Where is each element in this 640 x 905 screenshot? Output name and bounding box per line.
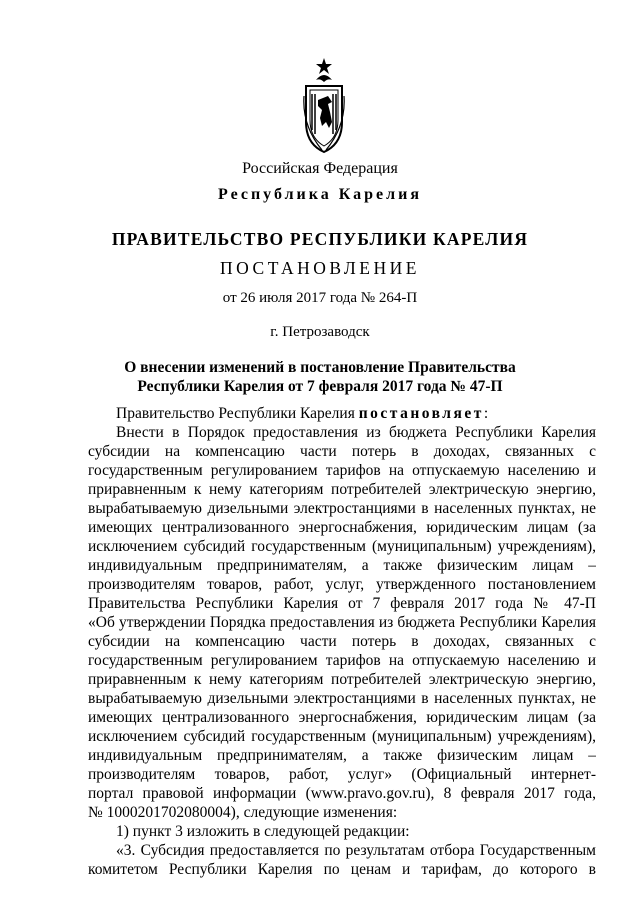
karelia-coat-of-arms-icon (302, 56, 346, 154)
intro-spaced-word: постановляет (358, 405, 484, 422)
body-line: Внести в Порядок предоставления из бюджета Республики Карелия (116, 424, 596, 441)
body-line: исключением субсидий государственным (муниципальным) учреждениям), (88, 538, 596, 555)
body-line: государственным регулированием тарифов на отпускаемую населению и (88, 462, 596, 479)
body-line: приравненным к нему категориям потребителей электрическую энергию, (88, 481, 596, 498)
body-line: производителям товаров, работ, услуг» (Официальный интернет- (88, 766, 596, 783)
body-line: исключением субсидий государственным (муниципальным) учреждениям), (88, 728, 596, 745)
body-line: «Об утверждении Порядка предоставления из бюджета Республики Карелия (88, 614, 596, 631)
body-line: комитетом Республики Карелия по ценам и тарифам, до которого в (88, 861, 596, 878)
intro-suffix: : (483, 405, 489, 422)
document-subject (0, 358, 640, 396)
intro-paragraph (88, 404, 596, 423)
body-line: субсидии на компенсацию части потерь в доходах, связанных с (88, 633, 596, 650)
document-type: ПОСТАНОВЛЕНИЕ (220, 258, 420, 278)
body-line: производителям товаров, работ, услуг, утвержденного постановлением (88, 576, 596, 593)
body-line: имеющих централизованного энергоснабжения, юридическим лицам (за (88, 519, 596, 536)
country-name: Российская Федерация (242, 160, 398, 177)
body-line: приравненным к нему категориям потребителей электрическую энергию, (88, 671, 596, 688)
body-line: государственным регулированием тарифов на отпускаемую населению и (88, 652, 596, 669)
subject-line-1: О внесении изменений в постановление Правительства (124, 359, 516, 376)
intro-prefix: Правительство Республики Карелия (116, 405, 359, 422)
body-line: «3. Субсидия предоставляется по результатам отбора Государственным (116, 842, 596, 859)
government-title: ПРАВИТЕЛЬСТВО РЕСПУБЛИКИ КАРЕЛИЯ (111, 229, 529, 249)
body-line: портал правовой информации (www.pravo.gov.ru), 8 февраля 2017 года, (88, 785, 596, 802)
body-line: вырабатываемую дизельными электростанциями в населенных пунктах, не (88, 500, 596, 517)
body-line: 1) пункт 3 изложить в следующей редакции: (116, 823, 410, 840)
body-line: имеющих централизованного энергоснабжения, юридическим лицам (за (88, 709, 596, 726)
body-line: индивидуальным предпринимателям, а также физическим лицам – (88, 557, 596, 574)
republic-name: Республика Карелия (218, 186, 422, 203)
body-line: № 1000201702080004), следующие изменения: (88, 804, 398, 821)
body-line: вырабатываемую дизельными электростанциями в населенных пунктах, не (88, 690, 596, 707)
city-name: г. Петрозаводск (270, 324, 370, 340)
body-line: субсидии на компенсацию части потерь в доходах, связанных с (88, 443, 596, 460)
document-body (88, 404, 596, 879)
subject-line-2: Республики Карелия от 7 февраля 2017 года № 47-П (137, 378, 503, 395)
body-line: Правительства Республики Карелия от 7 февраля 2017 года № 47-П (88, 595, 596, 612)
date-number: от 26 июля 2017 года № 264-П (222, 290, 418, 306)
body-line: индивидуальным предпринимателям, а также физическим лицам – (88, 747, 596, 764)
